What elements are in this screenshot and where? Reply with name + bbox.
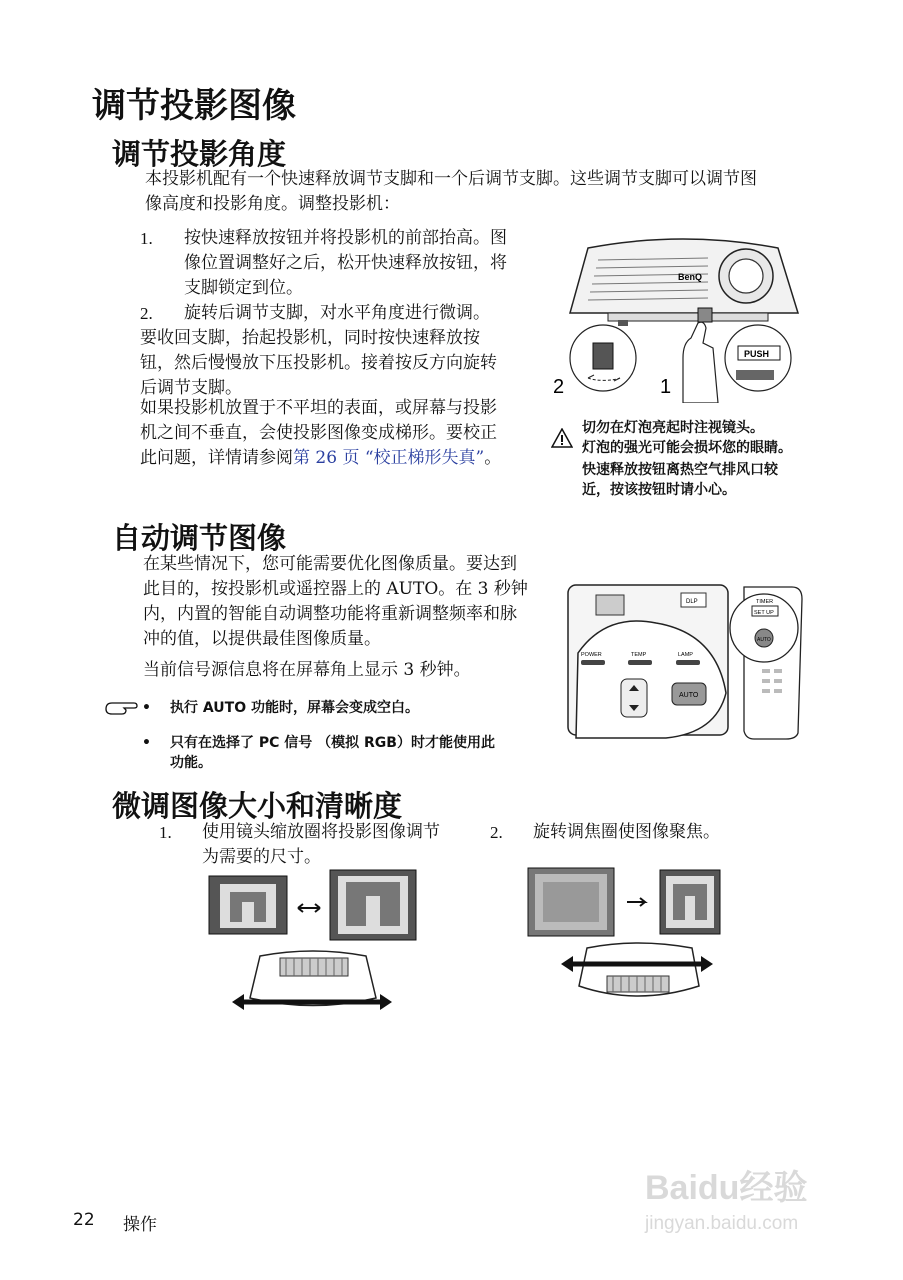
- keystone-suffix: 。: [484, 448, 502, 468]
- brand-label: BenQ: [678, 272, 703, 282]
- note-2-text: [170, 733, 540, 773]
- control-panel-figure: [566, 583, 806, 743]
- fine-step-2-number: 2.: [490, 823, 503, 842]
- setup-label: SET UP: [754, 610, 774, 616]
- fine-step-1-number: 1.: [159, 823, 172, 842]
- angle-intro: [145, 167, 825, 217]
- auto-button-label: AUTO: [679, 692, 699, 699]
- remote-auto-label: AUTO: [757, 637, 771, 643]
- note-1-text: 执行 AUTO 功能时，屏幕会变成空白。: [170, 700, 419, 716]
- zoom-figure: [208, 868, 418, 1028]
- step-2-number: 2.: [140, 304, 153, 323]
- step-1-line-3: 支脚锁定到位。: [184, 278, 303, 298]
- step-1-line-1: 按快速释放按钮并将投影机的前部抬高。图: [184, 228, 507, 248]
- keystone-line-2: 机之间不垂直，会使投影图像变成梯形。要校正: [140, 423, 497, 443]
- keystone-line-1: 如果投影机放置于不平坦的表面，或屏幕与投影: [140, 398, 497, 418]
- step-2-line-4: 后调节支脚。: [140, 378, 242, 398]
- auto-line-4: 冲的值，以提供最佳图像质量。: [143, 629, 381, 649]
- watermark-url: jingyan.baidu.com: [645, 1213, 799, 1234]
- step-2-line-1: 旋转后调节支脚，对水平角度进行微调。: [184, 303, 490, 323]
- footer-section: 操作: [123, 1215, 157, 1235]
- auto-paragraph-2: 当前信号源信息将在屏幕角上显示 3 秒钟。: [143, 660, 471, 680]
- dlp-label: DLP: [686, 599, 698, 605]
- caution-text: [582, 460, 822, 500]
- fine-step-2-text: 旋转调焦圈使图像聚焦。: [533, 822, 720, 842]
- keystone-line-3: 此问题，详情请参阅: [140, 448, 293, 468]
- bullet-mark-1: •: [142, 700, 151, 716]
- note-hand-icon: [104, 700, 138, 718]
- label-1: 1: [660, 376, 672, 398]
- fine-step-1: [159, 820, 479, 870]
- push-label: PUSH: [744, 349, 770, 359]
- angle-steps: [140, 226, 540, 401]
- keystone-paragraph: [140, 396, 540, 471]
- auto-paragraph: [143, 552, 553, 652]
- note-bullet-2: [142, 733, 151, 753]
- step-2-line-3: 钮，然后慢慢放下压投影机。接着按反方向旋转: [140, 353, 497, 373]
- warning-line-1: 切勿在灯泡亮起时注视镜头。: [582, 420, 764, 436]
- fine-step-1-line-1: 使用镜头缩放圈将投影图像调节: [202, 822, 440, 842]
- caution-line-1: 快速释放按钮离热空气排风口较: [582, 462, 778, 478]
- power-label: POWER: [581, 652, 602, 658]
- watermark: [645, 1160, 865, 1235]
- heading-fine-tune: 微调图像大小和清晰度: [112, 789, 403, 823]
- temp-label: TEMP: [631, 652, 647, 658]
- step-1-line-2: 像位置调整好之后，松开快速释放按钮，将: [184, 253, 507, 273]
- keystone-link[interactable]: 第 26 页 “校正梯形失真”: [293, 448, 485, 468]
- watermark-brand: Baidu经验: [645, 1169, 808, 1207]
- warning-line-2: 灯泡的强光可能会损坏您的眼睛。: [582, 440, 792, 456]
- heading-auto-adjust: 自动调节图像: [112, 521, 287, 555]
- auto-line-1: 在某些情况下，您可能需要优化图像质量。要达到: [143, 554, 517, 574]
- step-2-line-2: 要收回支脚，抬起投影机，同时按快速释放按: [140, 328, 480, 348]
- warning-icon: [551, 428, 573, 448]
- step-1-number: 1.: [140, 229, 153, 248]
- auto-line-2: 此目的，按投影机或遥控器上的 AUTO。在 3 秒钟: [143, 579, 528, 599]
- note-2-line-2: 功能。: [170, 755, 212, 771]
- note-bullet-1: [142, 698, 151, 718]
- projector-figure: [548, 228, 818, 403]
- auto-line-3: 内，内置的智能自动调整功能将重新调整频率和脉: [143, 604, 517, 624]
- caution-line-2: 近，按该按钮时请小心。: [582, 482, 736, 498]
- fine-step-2: [490, 820, 790, 845]
- page-title: 调节投影图像: [92, 86, 296, 126]
- intro-line-2: 像高度和投影角度。调整投影机：: [145, 194, 400, 214]
- heading-adjust-angle: 调节投影角度: [112, 137, 287, 171]
- fine-step-1-line-2: 为需要的尺寸。: [202, 847, 321, 867]
- timer-label: TIMER: [756, 599, 774, 605]
- note-2-line-1: 只有在选择了 PC 信号 （模拟 RGB）时才能使用此: [170, 735, 495, 751]
- warning-text: [582, 418, 822, 458]
- intro-line-1: 本投影机配有一个快速释放调节支脚和一个后调节支脚。这些调节支脚可以调节图: [145, 169, 757, 189]
- lamp-label: LAMP: [678, 652, 693, 658]
- footer-page-number: 22: [73, 1210, 95, 1230]
- bullet-mark-2: •: [142, 735, 151, 751]
- focus-figure: [527, 866, 722, 1026]
- label-2: 2: [553, 376, 565, 398]
